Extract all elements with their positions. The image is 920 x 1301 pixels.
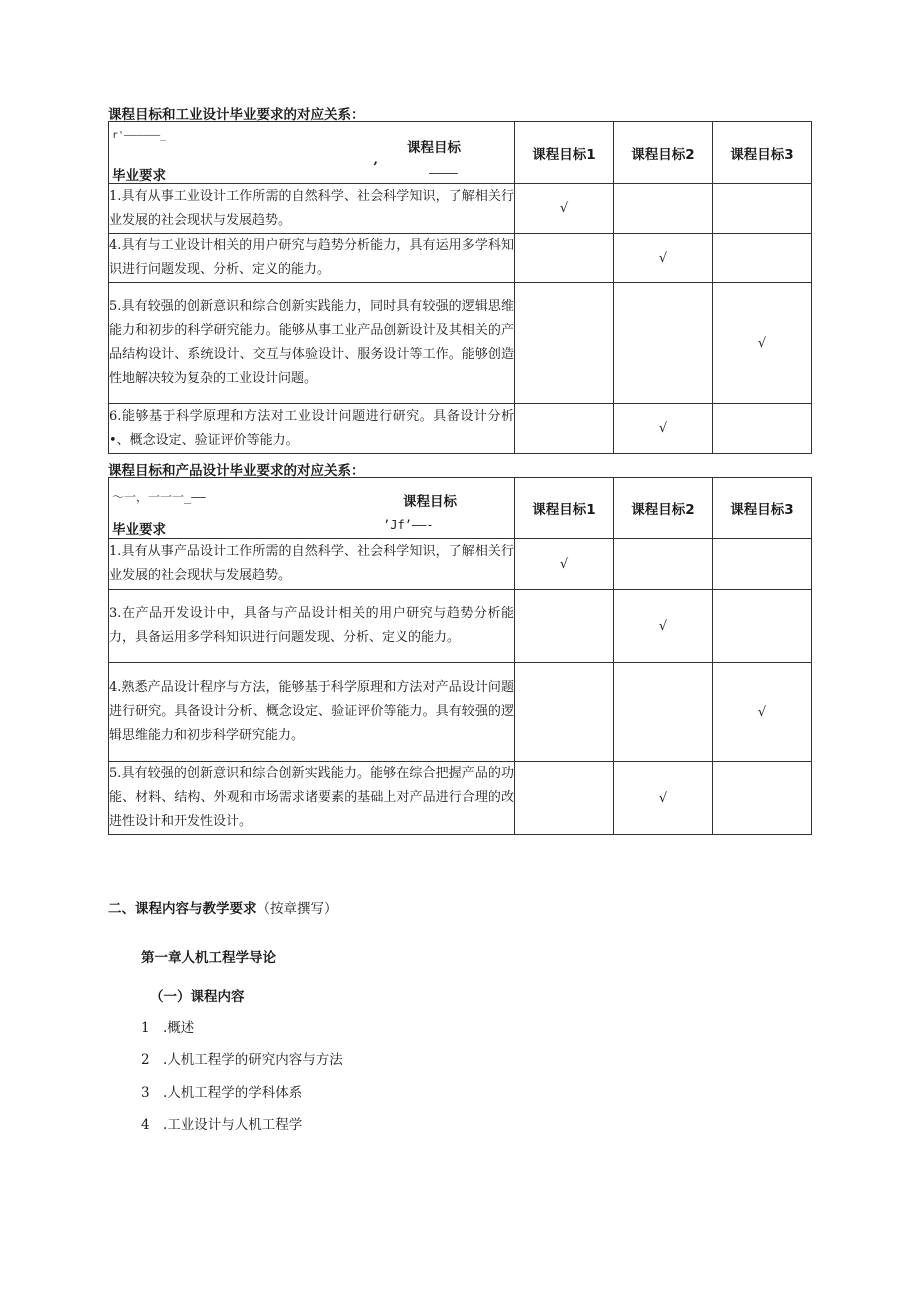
table-row bbox=[109, 283, 812, 404]
requirement-row-label: 毕业要求 bbox=[112, 168, 166, 184]
table-header-diagonal bbox=[109, 122, 515, 184]
requirement-text: 5.具有较强的创新意识和综合创新实践能力，同时具有较强的逻辑思维能力和初步的科学研究能力。能够从事工业产品创新设计及其相关的产品结构设计、系统设计、交互与体验设计、服务设计等工作。能够创造性地解决较为复杂的工业设计问题。 bbox=[109, 283, 515, 404]
section-title-text: 二、课程内容与教学要求 bbox=[108, 901, 257, 917]
table-row bbox=[109, 762, 812, 835]
goal-2-mark bbox=[614, 184, 713, 234]
list-item-text: .概述 bbox=[163, 1020, 195, 1036]
section-title-note: （按章撰写） bbox=[256, 901, 338, 917]
diagonal-tick: ’ bbox=[373, 160, 378, 176]
table-row bbox=[109, 663, 812, 762]
product-mapping-table bbox=[108, 477, 812, 835]
requirement-row-label: 毕业要求 bbox=[112, 522, 166, 538]
goal-3-mark bbox=[713, 762, 812, 835]
requirement-text: 4.具有与工业设计相关的用户研究与趋势分析能力，具有运用多学科知识进行问题发现、分析、定义的能力。 bbox=[109, 234, 515, 283]
goal-2-mark bbox=[614, 539, 713, 590]
industrial-mapping-table bbox=[108, 121, 812, 454]
goal-2-header: 课程目标2 bbox=[614, 478, 713, 539]
goal-2-mark bbox=[614, 663, 713, 762]
list-item bbox=[141, 1048, 343, 1068]
table-row bbox=[109, 184, 812, 234]
goal-2-header: 课程目标2 bbox=[614, 122, 713, 184]
goal-column-label: 课程目标 bbox=[403, 494, 457, 510]
diagonal-line-text-2: ’Jf’——- bbox=[383, 518, 434, 532]
goal-2-mark bbox=[614, 283, 713, 404]
goal-1-mark bbox=[515, 663, 614, 762]
goal-1-mark: √ bbox=[515, 539, 614, 590]
goal-1-mark: √ bbox=[515, 184, 614, 234]
requirement-text: 3.在产品开发设计中，具备与产品设计相关的用户研究与趋势分析能力，具备运用多学科知识进行问题发现、分析、定义的能力。 bbox=[109, 590, 515, 663]
diagonal-line-text-2: ———— bbox=[429, 166, 458, 180]
requirement-text: 5.具有较强的创新意识和综合创新实践能力。能够在综合把握产品的功能、材料、结构、外观和市场需求诸要素的基础上对产品进行合理的改进性设计和开发性设计。 bbox=[109, 762, 515, 835]
diagonal-line-text: 〜一，一一一_—— bbox=[112, 490, 206, 504]
list-item bbox=[141, 1081, 302, 1101]
goal-column-label: 课程目标 bbox=[407, 140, 461, 156]
table-header-diagonal bbox=[109, 478, 515, 539]
list-item bbox=[141, 1016, 194, 1036]
requirement-text: 6.能够基于科学原理和方法对工业设计问题进行研究。具备设计分析•、概念设定、验证评价等能力。 bbox=[109, 404, 515, 454]
table-row bbox=[109, 404, 812, 454]
table-row bbox=[109, 539, 812, 590]
goal-3-header: 课程目标3 bbox=[713, 122, 812, 184]
subsection-title: （一）课程内容 bbox=[150, 989, 245, 1005]
list-item-number: 4 bbox=[141, 1117, 150, 1133]
goal-1-mark bbox=[515, 234, 614, 283]
goal-2-mark: √ bbox=[614, 762, 713, 835]
goal-3-mark: √ bbox=[713, 283, 812, 404]
goal-1-mark bbox=[515, 762, 614, 835]
goal-1-mark bbox=[515, 283, 614, 404]
goal-3-mark bbox=[713, 184, 812, 234]
requirement-text: 1.具有从事产品设计工作所需的自然科学、社会科学知识，了解相关行业发展的社会现状与发展趋势。 bbox=[109, 539, 515, 590]
list-item-number: 3 bbox=[141, 1085, 150, 1101]
requirement-text: 1.具有从事工业设计工作所需的自然科学、社会科学知识，了解相关行业发展的社会现状与发展趋势。 bbox=[109, 184, 515, 234]
table-row bbox=[109, 234, 812, 283]
goal-3-mark bbox=[713, 590, 812, 663]
list-item-text: .工业设计与人机工程学 bbox=[163, 1117, 303, 1133]
goal-1-header: 课程目标1 bbox=[515, 122, 614, 184]
section-title bbox=[108, 897, 338, 917]
product-table-caption: 课程目标和产品设计毕业要求的对应关系： bbox=[108, 463, 365, 479]
list-item bbox=[141, 1113, 302, 1133]
requirement-text: 4.熟悉产品设计程序与方法，能够基于科学原理和方法对产品设计问题进行研究。具备设计分析、概念设定、验证评价等能力。具有较强的逻辑思维能力和初步科学研究能力。 bbox=[109, 663, 515, 762]
goal-2-mark: √ bbox=[614, 404, 713, 454]
industrial-table-caption: 课程目标和工业设计毕业要求的对应关系： bbox=[108, 107, 365, 123]
goal-3-mark: √ bbox=[713, 663, 812, 762]
goal-3-header: 课程目标3 bbox=[713, 478, 812, 539]
goal-2-mark: √ bbox=[614, 590, 713, 663]
list-item-number: 2 bbox=[141, 1052, 150, 1068]
goal-1-mark bbox=[515, 590, 614, 663]
chapter-title: 第一章人机工程学导论 bbox=[141, 950, 276, 966]
table-row bbox=[109, 590, 812, 663]
list-item-number: 1 bbox=[141, 1020, 150, 1036]
list-item-text: .人机工程学的研究内容与方法 bbox=[163, 1052, 343, 1068]
diagonal-line-text: r'——————_ bbox=[112, 130, 167, 141]
goal-3-mark bbox=[713, 234, 812, 283]
list-item-text: .人机工程学的学科体系 bbox=[163, 1085, 303, 1101]
goal-3-mark bbox=[713, 404, 812, 454]
goal-3-mark bbox=[713, 539, 812, 590]
goal-1-header: 课程目标1 bbox=[515, 478, 614, 539]
goal-1-mark bbox=[515, 404, 614, 454]
goal-2-mark: √ bbox=[614, 234, 713, 283]
